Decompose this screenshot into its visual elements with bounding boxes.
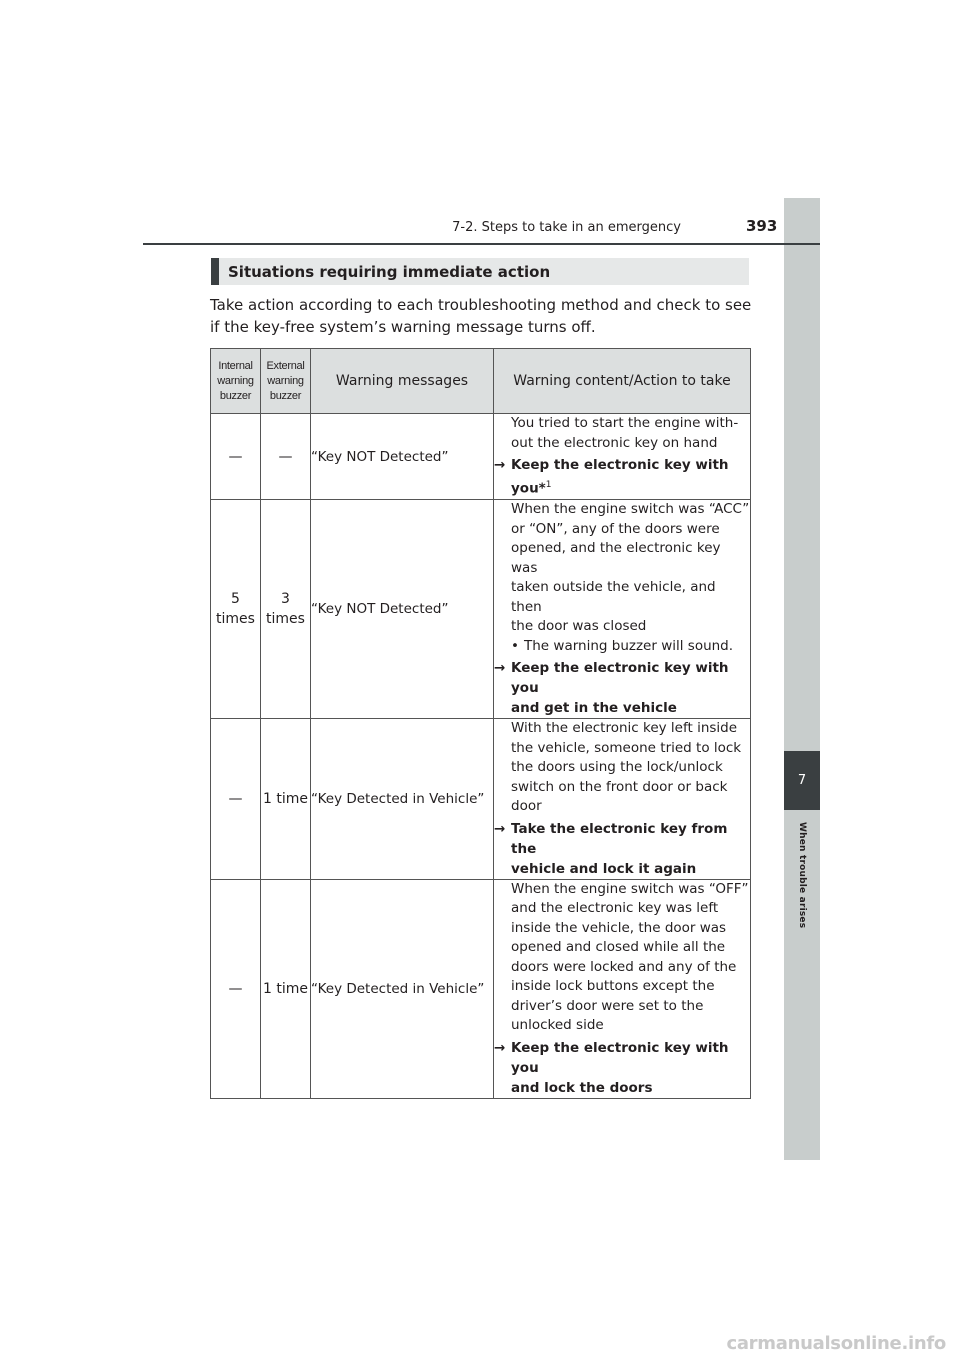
external-buzzer-cell: 3 times xyxy=(261,500,311,719)
arrow-right-icon: → xyxy=(494,1039,506,1056)
external-buzzer-cell: — xyxy=(261,414,311,500)
table-row xyxy=(211,500,751,719)
warning-message-cell: “Key NOT Detected” xyxy=(311,414,494,500)
section-heading: Situations requiring immediate action xyxy=(211,258,749,285)
running-head: 7-2. Steps to take in an emergency xyxy=(452,220,681,235)
warning-message-cell: “Key Detected in Vehicle” xyxy=(311,719,494,880)
internal-buzzer-cell: — xyxy=(211,719,261,880)
warning-message-cell: “Key NOT Detected” xyxy=(311,500,494,719)
header-external-buzzer: External warning buzzer xyxy=(261,349,311,414)
watermark-text: carmanualsonline.info xyxy=(726,1333,946,1354)
table-row xyxy=(211,414,751,500)
header-divider xyxy=(143,243,820,245)
table-header-row xyxy=(211,349,751,414)
chapter-side-tab xyxy=(784,198,820,1160)
table-row xyxy=(211,879,751,1098)
warning-table xyxy=(210,348,751,1099)
header-warning-messages: Warning messages xyxy=(311,349,494,414)
action-step: → Take the electronic key from the vehicle and lock it again xyxy=(494,820,728,877)
action-step: → Keep the electronic key with you and lock the doors xyxy=(494,1039,729,1096)
header-warning-content: Warning content/Action to take xyxy=(494,349,751,414)
warning-content-cell: With the electronic key left inside the vehicle, someone tried to lock the doors using the lock/unlock switch on the front door or back door → Take the electronic key from the vehicle and lock it again xyxy=(494,719,751,880)
arrow-right-icon: → xyxy=(494,660,506,676)
table-row xyxy=(211,719,751,880)
warning-content-cell: When the engine switch was “OFF” and the electronic key was left inside the vehicle, the door was opened and closed while all the doors were locked and any of the inside lock buttons except the driver’s door were set to the unlocked side → Keep the electronic key with you and lock the doors xyxy=(494,879,751,1098)
external-buzzer-cell: 1 time xyxy=(261,879,311,1098)
intro-paragraph: Take action according to each troubleshooting method and check to see if the key-free system’s warning message turns off. xyxy=(210,296,752,336)
chapter-number: 7 xyxy=(784,751,820,810)
warning-content-cell: You tried to start the engine with- out the electronic key on hand → Keep the electronic key with you*$^1$ xyxy=(494,414,751,500)
internal-buzzer-cell: — xyxy=(211,414,261,500)
chapter-label: When trouble arises xyxy=(797,821,807,929)
external-buzzer-cell: 1 time xyxy=(261,719,311,880)
internal-buzzer-cell: — xyxy=(211,879,261,1098)
arrow-right-icon: → xyxy=(494,820,506,837)
footnote-marker: 1 xyxy=(545,480,552,491)
action-step: → Keep the electronic key with you*$^1$ xyxy=(494,457,729,497)
warning-content-cell: When the engine switch was “ACC” or “ON”, any of the doors were opened, and the electronic key was taken outside the vehicle, and then the door was closed • The warning buzzer will sound. → Keep the electronic key with you and get in the vehicle xyxy=(494,500,751,719)
header-internal-buzzer: Internal warning buzzer xyxy=(211,349,261,414)
arrow-right-icon: → xyxy=(494,457,506,474)
warning-message-cell: “Key Detected in Vehicle” xyxy=(311,879,494,1098)
page-number: 393 xyxy=(746,217,778,235)
bullet-note: • The warning buzzer will sound. xyxy=(494,637,750,657)
action-step: → Keep the electronic key with you and get in the vehicle xyxy=(494,660,729,716)
internal-buzzer-cell: 5 times xyxy=(211,500,261,719)
